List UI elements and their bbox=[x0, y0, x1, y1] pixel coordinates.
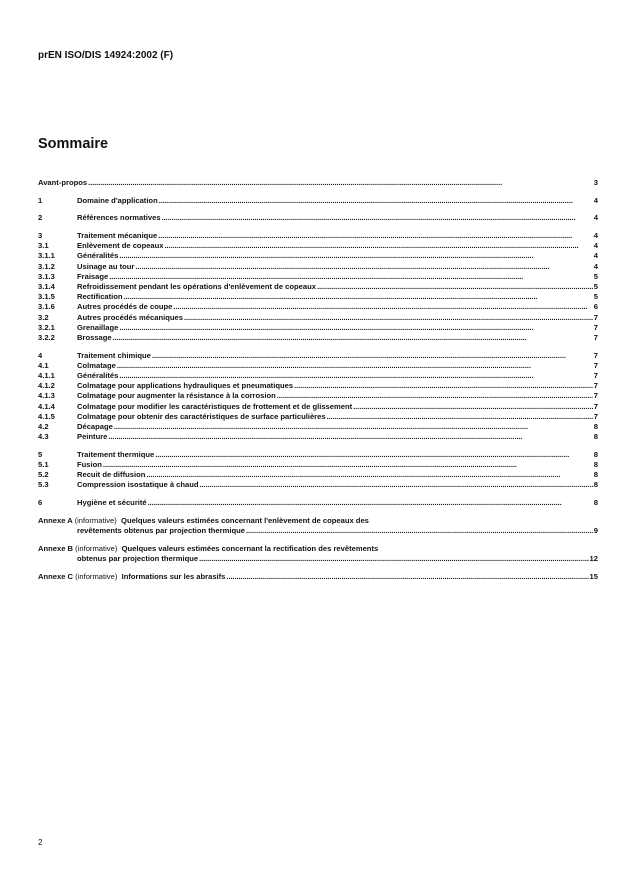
toc-entry-title: Références normatives bbox=[77, 213, 161, 223]
toc-entry-page: 7 bbox=[593, 360, 598, 370]
toc-entry[interactable] bbox=[38, 333, 598, 343]
dot-leader bbox=[148, 498, 593, 508]
toc-entry-page: 8 bbox=[593, 470, 598, 480]
toc-entry-page: 8 bbox=[593, 460, 598, 469]
dot-leader bbox=[152, 351, 593, 361]
annex-type: (informative) bbox=[74, 515, 117, 525]
toc-entry-title: Recuit de diffusion bbox=[77, 470, 146, 480]
toc-entry[interactable] bbox=[38, 282, 598, 292]
toc-entry-page: 4 bbox=[593, 231, 598, 241]
toc-entry-page: 8 bbox=[593, 432, 598, 442]
toc-entry-number: 3.1.3 bbox=[38, 271, 55, 281]
toc-entry-title: Refroidissement pendant les opérations d'enlèvement de copeaux bbox=[77, 282, 316, 291]
toc-entry[interactable] bbox=[38, 460, 598, 470]
toc-entry-number: 5.3 bbox=[38, 480, 49, 490]
dot-leader bbox=[109, 272, 593, 282]
toc-entry-title: Colmatage pour applications hydrauliques et pneumatiques bbox=[77, 381, 294, 391]
dot-leader bbox=[317, 282, 593, 292]
dot-leader bbox=[159, 196, 593, 206]
annex-label: Annexe A bbox=[38, 515, 73, 525]
toc-entry-page: 4 bbox=[593, 213, 598, 223]
toc-entry-page: 7 bbox=[593, 391, 598, 401]
annex-title-row bbox=[38, 554, 598, 564]
dot-leader bbox=[119, 251, 592, 261]
toc-entry-title: Colmatage bbox=[77, 360, 116, 370]
toc-entry-title: Traitement chimique bbox=[77, 350, 151, 360]
toc-entry-number: 6 bbox=[38, 498, 43, 508]
toc-entry[interactable] bbox=[38, 292, 598, 302]
dot-leader bbox=[119, 371, 592, 381]
toc-entry-number: 2 bbox=[38, 213, 43, 223]
toc-entry[interactable] bbox=[38, 450, 598, 460]
annex-entry[interactable] bbox=[38, 516, 598, 536]
annex-type: (informative) bbox=[75, 543, 118, 553]
toc-entry-title: Usinage au tour bbox=[77, 261, 135, 271]
annex-type: (informative) bbox=[75, 571, 118, 581]
toc-entry[interactable] bbox=[38, 302, 598, 312]
toc-entry-title: Avant-propos bbox=[38, 178, 88, 187]
table-of-contents bbox=[38, 178, 598, 582]
toc-entry-page: 4 bbox=[593, 241, 598, 251]
annex-page: 15 bbox=[589, 571, 598, 581]
toc-entry-number: 3.1.4 bbox=[38, 282, 55, 291]
toc-entry[interactable] bbox=[38, 422, 598, 432]
toc-entry[interactable] bbox=[38, 371, 598, 381]
dot-leader bbox=[294, 381, 593, 391]
dot-leader bbox=[108, 432, 592, 442]
toc-entry-page: 7 bbox=[593, 332, 598, 342]
toc-entry[interactable] bbox=[38, 470, 598, 480]
toc-entry-page: 3 bbox=[593, 178, 598, 187]
annex-label: Annexe B bbox=[38, 543, 74, 553]
toc-entry-page: 8 bbox=[593, 480, 598, 490]
dot-leader bbox=[353, 402, 593, 412]
toc-entry-title: Grenaillage bbox=[77, 322, 119, 332]
toc-entry[interactable] bbox=[38, 241, 598, 251]
annex-title-line1: Quelques valeurs estimées concernant l'enlèvement de copeaux des bbox=[121, 515, 369, 525]
dot-leader bbox=[88, 178, 593, 188]
document-header: prEN ISO/DIS 14924:2002 (F) bbox=[38, 50, 174, 61]
toc-entry-title: Colmatage pour modifier les caractéristiques de frottement et de glissement bbox=[77, 401, 353, 411]
dot-leader bbox=[113, 333, 593, 343]
toc-entry-title: Généralités bbox=[77, 371, 119, 380]
toc-entry-number: 3.2.2 bbox=[38, 332, 55, 342]
dot-leader bbox=[124, 292, 593, 302]
toc-entry[interactable] bbox=[38, 498, 598, 508]
toc-entry-page: 6 bbox=[593, 302, 598, 312]
toc-entry-page: 4 bbox=[593, 195, 598, 205]
toc-entry-title: Traitement mécanique bbox=[77, 231, 158, 241]
toc-entry[interactable] bbox=[38, 381, 598, 391]
toc-entry-title: Décapage bbox=[77, 421, 113, 431]
toc-entry-page: 4 bbox=[593, 251, 598, 261]
toc-entry-page: 5 bbox=[593, 292, 598, 302]
toc-entry-page: 8 bbox=[593, 421, 598, 431]
page-number: 2 bbox=[38, 838, 43, 847]
toc-entry[interactable] bbox=[38, 313, 598, 323]
toc-entry-number: 3.2 bbox=[38, 312, 49, 322]
toc-entry-title: Peinture bbox=[77, 432, 108, 442]
toc-entry-page: 8 bbox=[593, 498, 598, 508]
toc-entry-page: 5 bbox=[593, 271, 598, 281]
annex-page: 12 bbox=[589, 553, 598, 563]
toc-entry-title: Hygiène et sécurité bbox=[77, 498, 147, 508]
toc-entry-title: Généralités bbox=[77, 251, 119, 261]
annex-page: 9 bbox=[593, 525, 598, 535]
toc-entry-title: Traitement thermique bbox=[77, 449, 155, 459]
annex-entry[interactable] bbox=[38, 544, 598, 564]
annex-title-row bbox=[38, 572, 598, 582]
dot-leader bbox=[246, 526, 593, 536]
toc-entry-title: Enlèvement de copeaux bbox=[77, 241, 164, 251]
annex-heading bbox=[38, 572, 225, 582]
toc-entry[interactable] bbox=[38, 480, 598, 490]
toc-entry-page: 4 bbox=[593, 261, 598, 271]
toc-entry-page: 7 bbox=[593, 411, 598, 421]
toc-entry-title: Autres procédés de coupe bbox=[77, 302, 173, 312]
toc-entry-page: 7 bbox=[593, 322, 598, 332]
page-title: Sommaire bbox=[38, 136, 109, 152]
dot-leader bbox=[184, 313, 593, 323]
annex-title-line1: Quelques valeurs estimées concernant la rectification des revêtements bbox=[121, 543, 379, 553]
toc-entry-page: 5 bbox=[593, 282, 598, 291]
toc-entry-title: Compression isostatique à chaud bbox=[77, 480, 199, 490]
toc-entry-number: 4.1.5 bbox=[38, 411, 55, 421]
dot-leader bbox=[146, 470, 592, 480]
toc-entry-title: Colmatage pour augmenter la résistance à la corrosion bbox=[77, 391, 276, 401]
toc-entry-number: 4.1.3 bbox=[38, 391, 55, 401]
dot-leader bbox=[158, 231, 593, 241]
dot-leader bbox=[277, 391, 593, 401]
annex-title-line2: obtenus par projection thermique bbox=[77, 553, 199, 563]
toc-entry-number: 3.1 bbox=[38, 241, 49, 251]
toc-entry[interactable] bbox=[38, 196, 598, 206]
dot-leader bbox=[114, 422, 593, 432]
toc-entry-number: 5.2 bbox=[38, 470, 49, 480]
dot-leader bbox=[165, 241, 593, 251]
annex-entry[interactable] bbox=[38, 572, 598, 582]
toc-entry-number: 4.1.2 bbox=[38, 381, 55, 391]
dot-leader bbox=[199, 554, 588, 564]
dot-leader bbox=[200, 480, 593, 490]
toc-entry-page: 7 bbox=[593, 312, 598, 322]
toc-entry-number: 3.1.2 bbox=[38, 261, 55, 271]
toc-entry-page: 7 bbox=[593, 401, 598, 411]
toc-entry-number: 4.1.4 bbox=[38, 401, 55, 411]
toc-entry-title: Colmatage pour obtenir des caractéristiques de surface particulières bbox=[77, 411, 326, 421]
toc-entry[interactable] bbox=[38, 432, 598, 442]
toc-entry-title: Autres procédés mécaniques bbox=[77, 312, 183, 322]
annex-label: Annexe C bbox=[38, 571, 74, 581]
annex-title-line2: revêtements obtenus par projection thermique bbox=[77, 525, 245, 535]
toc-entry[interactable] bbox=[38, 231, 598, 241]
toc-entry[interactable] bbox=[38, 402, 598, 412]
toc-entry-page: 7 bbox=[593, 350, 598, 360]
dot-leader bbox=[173, 302, 592, 312]
toc-entry-number: 3 bbox=[38, 231, 43, 241]
toc-entry[interactable] bbox=[38, 213, 598, 223]
dot-leader bbox=[135, 262, 592, 272]
toc-entry[interactable] bbox=[38, 391, 598, 401]
dot-leader bbox=[162, 213, 593, 223]
dot-leader bbox=[327, 412, 593, 422]
toc-entry[interactable] bbox=[38, 361, 598, 371]
dot-leader bbox=[119, 323, 592, 333]
annex-heading bbox=[38, 544, 598, 554]
toc-entry-number: 5 bbox=[38, 449, 43, 459]
dot-leader bbox=[155, 450, 593, 460]
toc-entry-number: 4.1 bbox=[38, 360, 49, 370]
toc-entry-number: 3.2.1 bbox=[38, 322, 55, 332]
dot-leader bbox=[117, 361, 593, 371]
toc-entry[interactable] bbox=[38, 323, 598, 333]
toc-entry[interactable] bbox=[38, 272, 598, 282]
dot-leader bbox=[103, 460, 593, 470]
toc-entry[interactable] bbox=[38, 251, 598, 261]
toc-entry-number: 3.1.5 bbox=[38, 292, 55, 302]
toc-entry-title: Rectification bbox=[77, 292, 123, 302]
toc-entry-number: 5.1 bbox=[38, 460, 49, 469]
toc-entry-page: 7 bbox=[593, 371, 598, 380]
toc-entry-title: Brossage bbox=[77, 332, 112, 342]
toc-entry-number: 3.1.1 bbox=[38, 251, 55, 261]
toc-entry-title: Fusion bbox=[77, 460, 102, 469]
dot-leader bbox=[226, 572, 588, 582]
toc-entry-number: 4.3 bbox=[38, 432, 49, 442]
toc-entry-number: 4.2 bbox=[38, 421, 49, 431]
toc-entry[interactable] bbox=[38, 178, 598, 188]
toc-entry-title: Fraisage bbox=[77, 271, 109, 281]
toc-entry-number: 1 bbox=[38, 195, 43, 205]
toc-entry-title: Domaine d'application bbox=[77, 195, 158, 205]
toc-entry-page: 8 bbox=[593, 449, 598, 459]
toc-entry-number: 4 bbox=[38, 350, 43, 360]
annex-title-line2: Informations sur les abrasifs bbox=[121, 571, 226, 581]
toc-entry-page: 7 bbox=[593, 381, 598, 391]
toc-entry[interactable] bbox=[38, 412, 598, 422]
toc-entry[interactable] bbox=[38, 351, 598, 361]
toc-entry-number: 4.1.1 bbox=[38, 371, 55, 380]
annex-heading bbox=[38, 516, 598, 526]
toc-entry[interactable] bbox=[38, 262, 598, 272]
toc-entry-number: 3.1.6 bbox=[38, 302, 55, 312]
annex-title-row bbox=[38, 526, 598, 536]
